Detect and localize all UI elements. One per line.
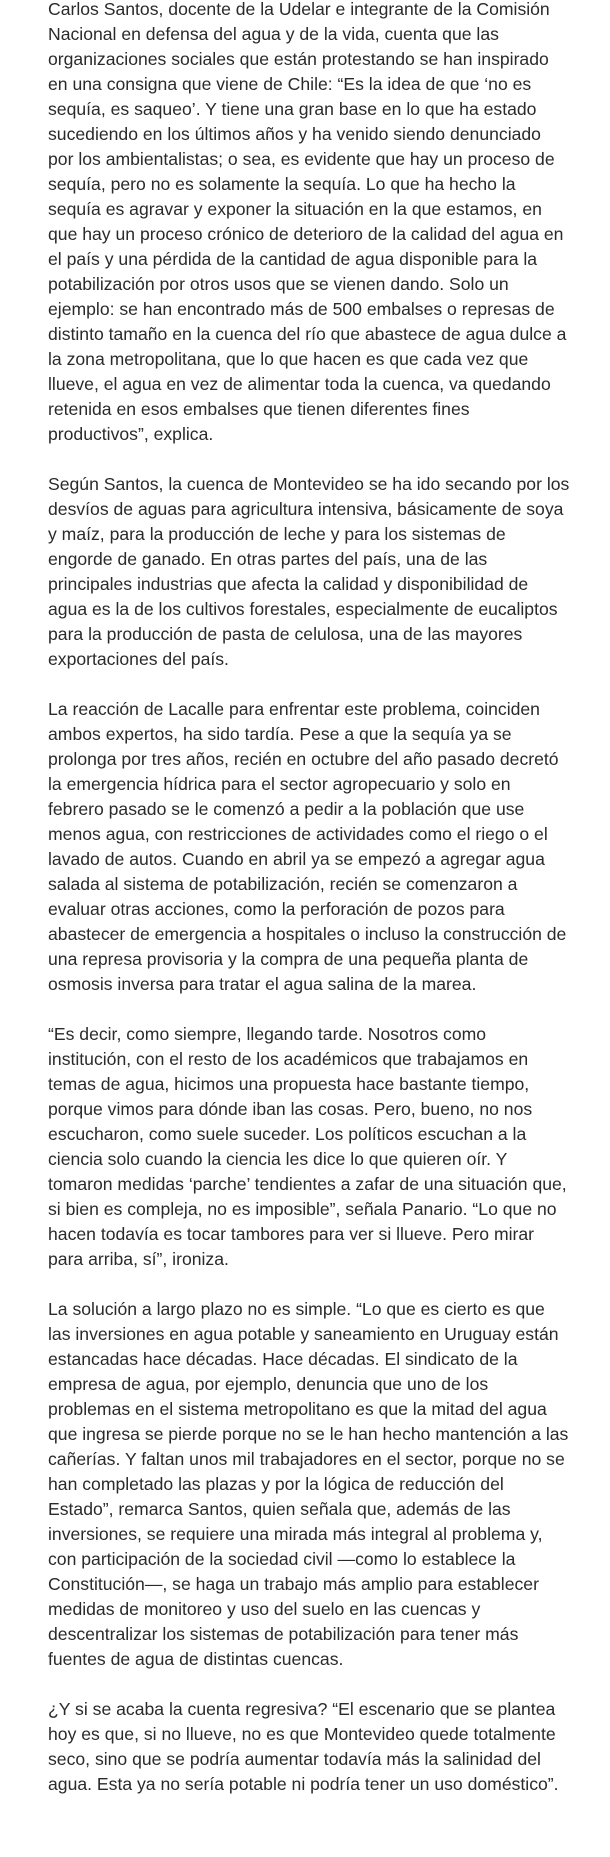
paragraph-panario-quote: “Es decir, como siempre, llegando tarde. Nosotros como institución, con el resto de los académicos que trabajamos en temas de agua, hicimos una propuesta hace bastante tiempo, porque vimos para dónde iban las cosas. Pero, bueno, no nos escucharon, como suele suceder. Los políticos escuchan a la ciencia solo cuando la ciencia les dice lo que quieren oír. Y tomaron medidas ‘parche’ tendientes a zafar de una situación que, si bien es compleja, no es imposible”, señala Panario. “Lo que no hacen todavía es tocar tambores para ver si llueve. Pero mirar para arriba, sí”, ironiza. [48, 1024, 567, 1269]
paragraph-cuenca-montevideo: Según Santos, la cuenca de Montevideo se ha ido secando por los desvíos de aguas para agricultura intensiva, básicamente de soya y maíz, para la producción de leche y para los sistemas de engorde de ganado. En otras partes del país, una de las principales industrias que afecta la calidad y disponibilidad de agua es la de los cultivos forestales, especialmente de eucaliptos para la producción de pasta de celulosa, una de las mayores exportaciones del país. [48, 474, 570, 669]
paragraph-solucion-largo-plazo: La solución a largo plazo no es simple. “Lo que es cierto es que las inversiones en agua potable y saneamiento en Uruguay están estancadas hace décadas. Hace décadas. El sindicato de la empresa de agua, por ejemplo, denuncia que uno de los problemas en el sistema metropolitano es que la mitad del agua que ingresa se pierde porque no se le han hecho mantención a las cañerías. Y faltan unos mil trabajadores en el sector, porque no se han completado las plazas y por la lógica de reducción del Estado”, remarca Santos, quien señala que, además de las inversiones, se requiere una mirada más integral al problema y, con participación de la sociedad civil —como lo establece la Constitución—, se haga un trabajo más amplio para establecer medidas de monitoreo y uso del suelo en las cuencas y descentralizar los sistemas de potabilización para tener más fuentes de agua de distintas cuencas. [48, 1299, 569, 1669]
paragraph-cuenta-regresiva: ¿Y si se acaba la cuenta regresiva? “El escenario que se plantea hoy es que, si no llueve, no es que Montevideo quede totalmente seco, sino que se podría aumentar todavía más la salinidad del agua. Esta ya no sería potable ni podría tener un uso doméstico”. [48, 1699, 559, 1794]
paragraph-santos-sequia: Carlos Santos, docente de la Udelar e integrante de la Comisión Nacional en defensa del agua y de la vida, cuenta que las organizaciones sociales que están protestando se han inspirado en una consigna que viene de Chile: “Es la idea de que ‘no es sequía, es saqueo’. Y tiene una gran base en lo que ha estado sucediendo en los últimos años y ha venido siendo denunciado por los ambientalistas; o sea, es evidente que hay un proceso de sequía, pero no es solamente la sequía. Lo que ha hecho la sequía es agravar y exponer la situación en la que estamos, en que hay un proceso crónico de deterioro de la calidad del agua en el país y una pérdida de la cantidad de agua disponible para la potabilización por otros usos que se vienen dando. Solo un ejemplo: se han encontrado más de 500 embalses o represas de distinto tamaño en la cuenca del río que abastece de agua dulce a la zona metropolitana, que lo que hacen es que cada vez que llueve, el agua en vez de alimentar toda la cuenca, va quedando retenida en esos embalses que tienen diferentes fines productivos”, explica. [48, 0, 567, 444]
paragraph-reaccion-lacalle: La reacción de Lacalle para enfrentar este problema, coinciden ambos expertos, ha sido tardía. Pese a que la sequía ya se prolonga por tres años, recién en octubre del año pasado decretó la emergencia hídrica para el sector agropecuario y solo en febrero pasado se le comenzó a pedir a la población que use menos agua, con restricciones de actividades como el riego o el lavado de autos. Cuando en abril ya se empezó a agregar agua salada al sistema de potabilización, recién se comenzaron a evaluar otras acciones, como la perforación de pozos para abastecer de emergencia a hospitales o incluso la construcción de una represa provisoria y la compra de una pequeña planta de osmosis inversa para tratar el agua salina de la marea. [48, 699, 567, 994]
